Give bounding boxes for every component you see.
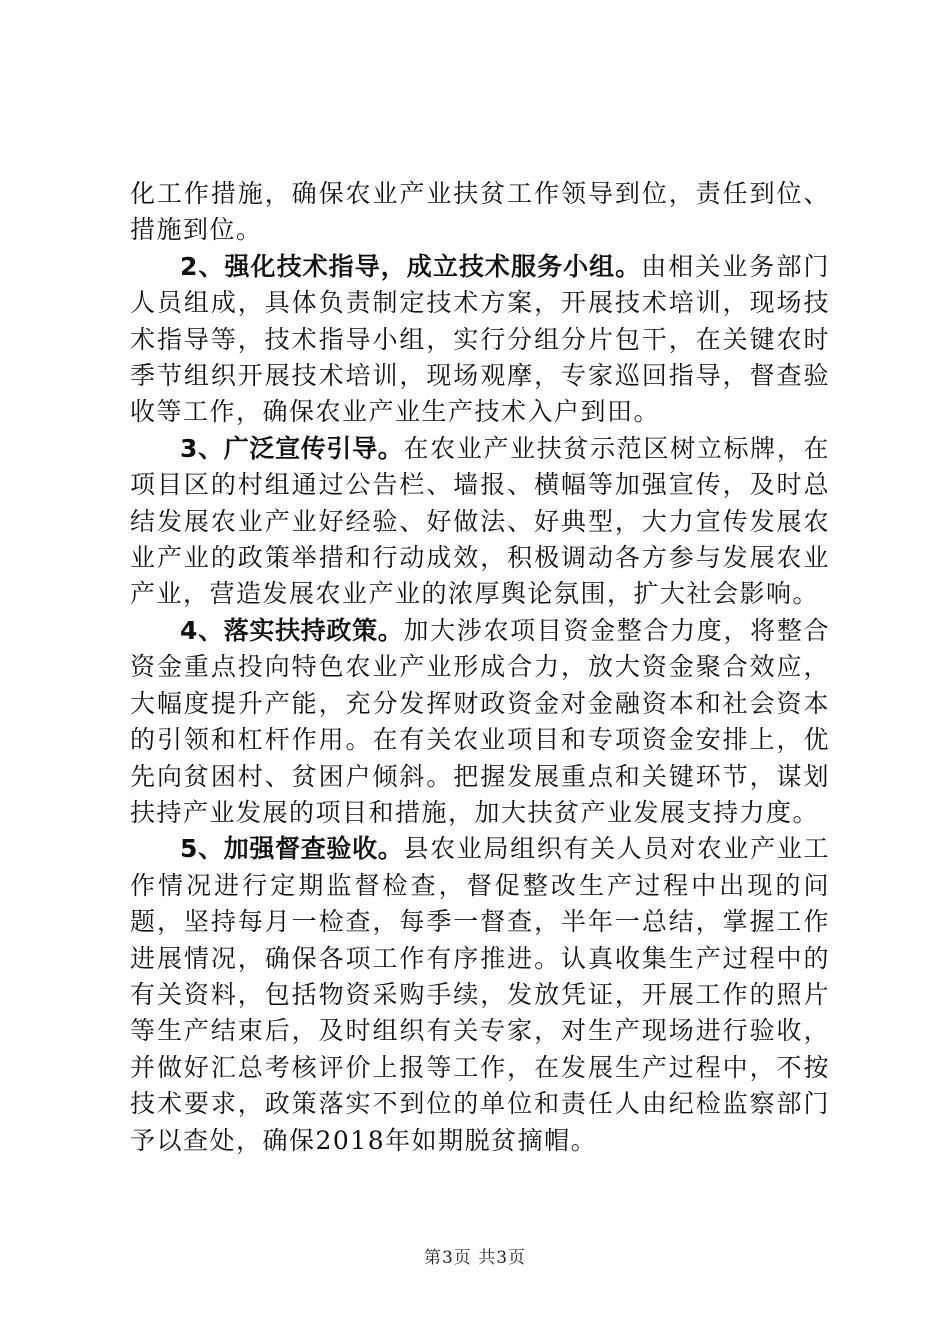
document-body	[130, 176, 830, 1159]
paragraph-body: 县农业局组织有关人员对农业产业工作情况进行定期监督检查，督促整改生产过程中出现的问题，坚持每月一检查，每季一督查，半年一总结，掌握工作进展情况，确保各项工作有序推进。认真收集生产过程中的有关资料，包括物资采购手续，发放凭证，开展工作的照片等生产结束后，及时组织有关专家，对生产现场进行验收，并做好汇总考核评价上报等工作，在发展生产过程中，不按技术要求，政策落实不到位的单位和责任人由纪检监察部门予以查处，确保2018年如期脱贫摘帽。	[130, 834, 830, 1155]
paragraph-body: 由相关业务部门人员组成，具体负责制定技术方案，开展技术培训，现场技术指导等，技术指导小组，实行分组分片包干，在关键农时季节组织开展技术培训，现场观摩，专家巡回指导，督查验收等工作，确保农业产业生产技术入户到田。	[130, 251, 830, 427]
paragraph-heading: 4、落实扶持政策。	[180, 615, 404, 645]
paragraph-inspection	[130, 831, 830, 1159]
paragraph-heading: 3、广泛宣传引导。	[180, 433, 404, 463]
page-number-footer: 第3页 共3页	[423, 1248, 527, 1268]
paragraph-heading: 5、加强督查验收。	[180, 834, 404, 864]
paragraph-body: 化工作措施，确保农业产业扶贫工作领导到位，责任到位、措施到位。	[130, 179, 830, 245]
paragraph-continuation	[130, 176, 830, 249]
paragraph-technical-guidance	[130, 249, 830, 431]
paragraph-publicity	[130, 431, 830, 613]
paragraph-support-policy	[130, 613, 830, 831]
paragraph-heading: 2、强化技术指导，成立技术服务小组。	[180, 251, 642, 281]
paragraph-body: 加大涉农项目资金整合力度，将整合资金重点投向特色农业产业形成合力，放大资金聚合效应，大幅度提升产能，充分发挥财政资金对金融资本和社会资本的引领和杠杆作用。在有关农业项目和专项资金安排上，优先向贫困村、贫困户倾斜。把握发展重点和关键环节，谋划扶持产业发展的项目和措施，加大扶贫产业发展支持力度。	[130, 615, 830, 827]
paragraph-body: 在农业产业扶贫示范区树立标牌，在项目区的村组通过公告栏、墙报、横幅等加强宣传，及时总结发展农业产业好经验、好做法、好典型，大力宣传发展农业产业的政策举措和行动成效，积极调动各方参与发展农业产业，营造发展农业产业的浓厚舆论氛围，扩大社会影响。	[130, 433, 830, 609]
